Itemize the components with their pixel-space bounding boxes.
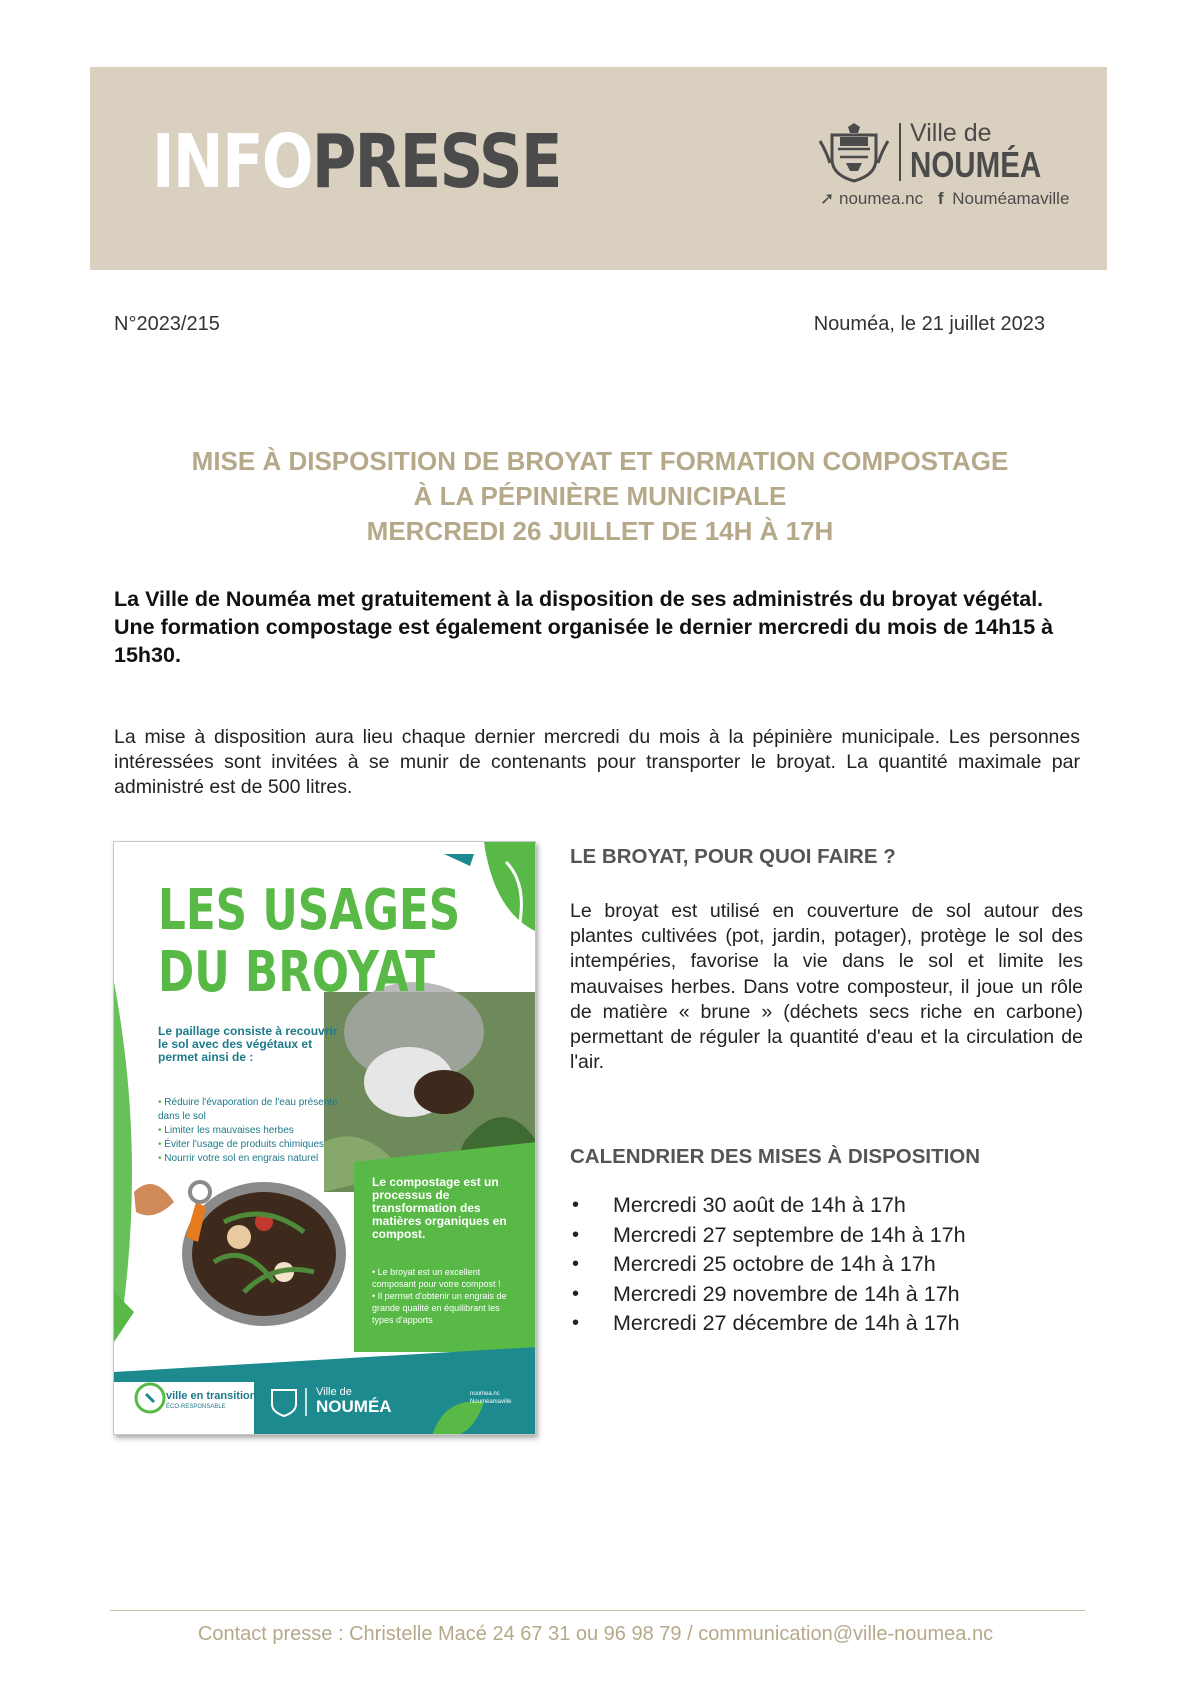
poster-social-1: noumea.nc bbox=[470, 1391, 500, 1397]
poster-transition-sub: ÉCO-RESPONSABLE bbox=[166, 1404, 226, 1410]
poster-transition-label: ville en transition bbox=[166, 1390, 257, 1402]
poster-title-line-2: DU BROYAT bbox=[158, 940, 436, 1005]
poster-paillage-text: Le paillage consiste à recouvrir le sol avec des végétaux et permet ainsi de : bbox=[158, 1024, 338, 1064]
list-item: • Mercredi 29 novembre de 14h à 17h bbox=[570, 1280, 1090, 1310]
poster-socials bbox=[470, 1390, 511, 1406]
headline-line-1: MISE À DISPOSITION DE BROYAT ET FORMATION COMPOSTAGE bbox=[191, 446, 1009, 476]
list-item: • Mercredi 27 septembre de 14h à 17h bbox=[570, 1221, 1090, 1251]
logo-ville-de: Ville de bbox=[910, 119, 992, 147]
list-item: • Mercredi 27 décembre de 14h à 17h bbox=[570, 1309, 1090, 1339]
send-icon: ➚ bbox=[820, 189, 835, 209]
poster-social-2: Nouméamaville bbox=[470, 1399, 512, 1405]
press-reference: N°2023/215 bbox=[114, 313, 220, 335]
logo-noumea: NOUMÉA bbox=[910, 144, 1042, 185]
list-item: • Le broyat est un excellent composant pour votre compost ! bbox=[372, 1266, 522, 1290]
poster-image bbox=[113, 841, 536, 1435]
list-item: • Mercredi 25 octobre de 14h à 17h bbox=[570, 1250, 1090, 1280]
noumea-crest-icon bbox=[818, 123, 890, 183]
headline-line-2: À LA PÉPINIÈRE MUNICIPALE bbox=[413, 481, 787, 511]
poster-ville-en-transition bbox=[166, 1391, 256, 1413]
poster-paillage-list bbox=[158, 1096, 358, 1166]
facebook-link[interactable]: Nouméamaville bbox=[952, 189, 1070, 209]
header-banner bbox=[90, 67, 1107, 270]
section-body-broyat: Le broyat est utilisé en couverture de sol autour des plantes cultivées (pot, jardin, potager), protège le sol des intempéries, favorise la vie dans le sol et limite les mauvaises herbes. Dans votre composteur, il joue un rôle de matière « brune » (déchets secs riche en carbone) permettant de réguler la quantité d'eau et la circulation de l'air. bbox=[570, 900, 1083, 1074]
calendar-list bbox=[570, 1191, 1090, 1339]
press-contact: Contact presse : Christelle Macé 24 67 31 ou 96 98 79 / communication@ville-noumea.nc bbox=[197, 1623, 994, 1645]
website-link[interactable]: noumea.nc bbox=[838, 189, 924, 209]
footer-divider bbox=[110, 1610, 1085, 1611]
poster-title-line-1: LES USAGES bbox=[158, 878, 461, 943]
poster-ville-de: Ville de bbox=[316, 1386, 352, 1398]
list-item: • Réduire l'évaporation de l'eau présente dans le sol bbox=[158, 1096, 358, 1124]
list-item: • Il permet d'obtenir un engrais de grande qualité en équilibrant les types d'apports bbox=[372, 1290, 522, 1326]
section-title-broyat: LE BROYAT, POUR QUOI FAIRE ? bbox=[570, 845, 896, 868]
headline-line-3: MERCREDI 26 JUILLET DE 14H À 17H bbox=[366, 516, 834, 546]
section-title-calendrier: CALENDRIER DES MISES À DISPOSITION bbox=[570, 1145, 981, 1168]
poster-noumea: NOUMÉA bbox=[316, 1397, 392, 1416]
brand-presse: PRESSE bbox=[311, 119, 561, 205]
poster-compostage-list bbox=[372, 1266, 522, 1326]
list-item: • Éviter l'usage de produits chimiques bbox=[158, 1138, 358, 1152]
ville-de-noumea-logo bbox=[818, 119, 1070, 209]
headline bbox=[100, 444, 1100, 549]
lead-paragraph: La Ville de Nouméa met gratuitement à la disposition de ses administrés du broyat végétal. Une formation compostage est également organisée le dernier mercredi du mois de 14h15 à 15h30. bbox=[114, 587, 1054, 667]
facebook-icon: f bbox=[937, 189, 944, 209]
logo-divider bbox=[899, 123, 901, 181]
infopresse-wordmark bbox=[152, 119, 561, 205]
list-item: • Mercredi 30 août de 14h à 17h bbox=[570, 1191, 1090, 1221]
list-item: • Limiter les mauvaises herbes bbox=[158, 1124, 358, 1138]
intro-paragraph: La mise à disposition aura lieu chaque dernier mercredi du mois à la pépinière municipale. Les personnes intéressées sont invitées à se munir de contenants pour transporter le broyat. La quantité maximale par administré est de 500 litres. bbox=[114, 726, 1080, 798]
poster-compostage-text: Le compostage est un processus de transformation des matières organiques en compost. bbox=[372, 1175, 507, 1241]
brand-info: INFO bbox=[152, 119, 312, 205]
logo-socials bbox=[820, 189, 1069, 207]
dateline: Nouméa, le 21 juillet 2023 bbox=[813, 313, 1045, 335]
list-item: • Nourrir votre sol en engrais naturel bbox=[158, 1152, 358, 1166]
poster-title bbox=[158, 880, 460, 1004]
